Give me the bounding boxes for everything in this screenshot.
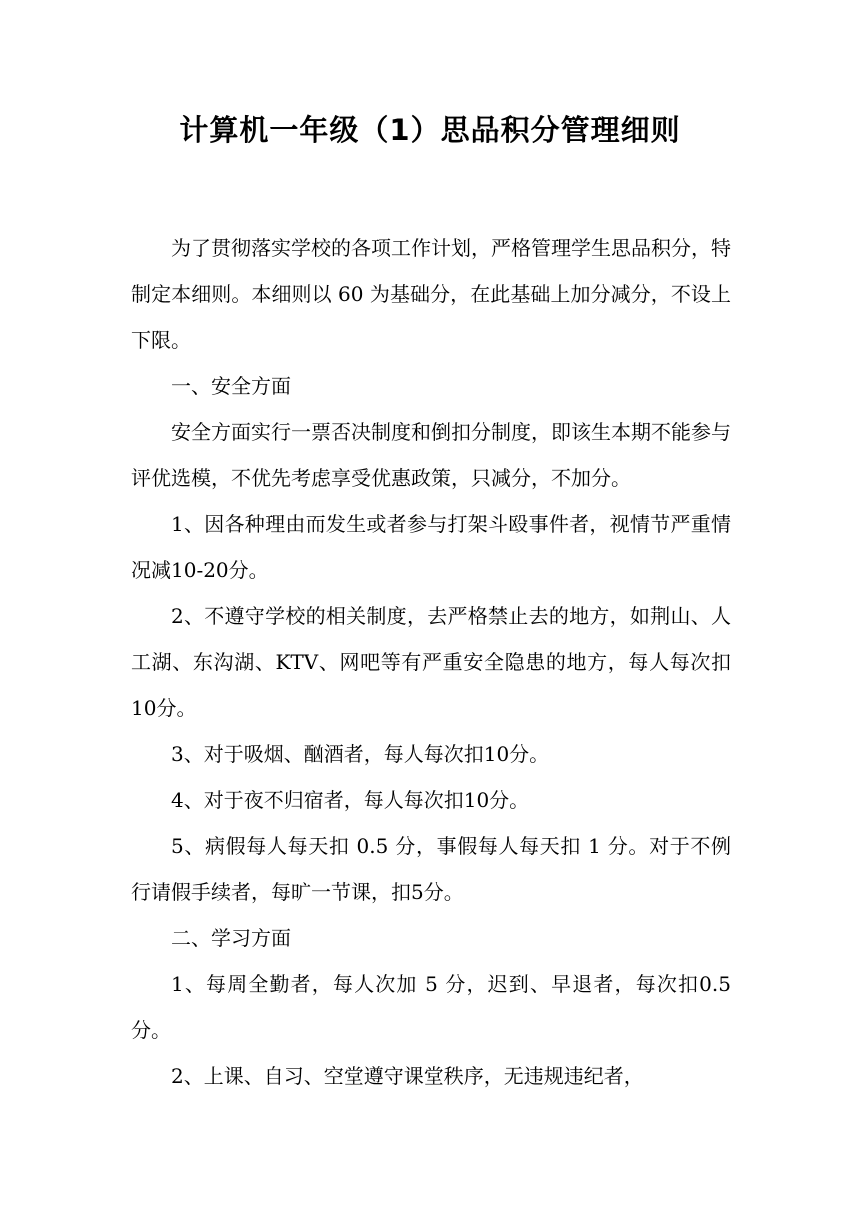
study-rule-2: 2、上课、自习、空堂遵守课堂秩序，无违规违纪者，	[171, 1064, 644, 1088]
section-heading-study: 二、学习方面	[171, 926, 291, 950]
safety-rule-4: 4、对于夜不归宿者，每人每次扣10分。	[171, 788, 530, 812]
safety-rule-3: 3、对于吸烟、酗酒者，每人每次扣10分。	[171, 742, 550, 766]
safety-rule-2: 2、不遵守学校的相关制度，去严格禁止去的地方，如荆山、人工湖、东沟湖、KTV、网吧等有严重安全隐患的地方，每人每次扣10分。	[131, 604, 731, 720]
intro-paragraph: 为了贯彻落实学校的各项工作计划，严格管理学生思品积分，特制定本细则。本细则以 60 为基础分，在此基础上加分减分，不设上下限。	[131, 236, 731, 352]
document-body	[131, 225, 731, 1099]
section-heading-safety: 一、安全方面	[171, 374, 291, 398]
safety-rule-1: 1、因各种理由而发生或者参与打架斗殴事件者，视情节严重情况减10-20分。	[131, 512, 731, 582]
study-rule-1: 1、每周全勤者，每人次加 5 分，迟到、早退者，每次扣0.5分。	[131, 972, 731, 1042]
safety-rule-5: 5、病假每人每天扣 0.5 分，事假每人每天扣 1 分。对于不例行请假手续者，每旷一节课，扣5分。	[131, 834, 731, 904]
safety-intro-paragraph: 安全方面实行一票否决制度和倒扣分制度，即该生本期不能参与评优选模，不优先考虑享受优惠政策，只减分，不加分。	[131, 420, 731, 490]
document-title: 计算机一年级（1）思品积分管理细则	[179, 113, 681, 147]
